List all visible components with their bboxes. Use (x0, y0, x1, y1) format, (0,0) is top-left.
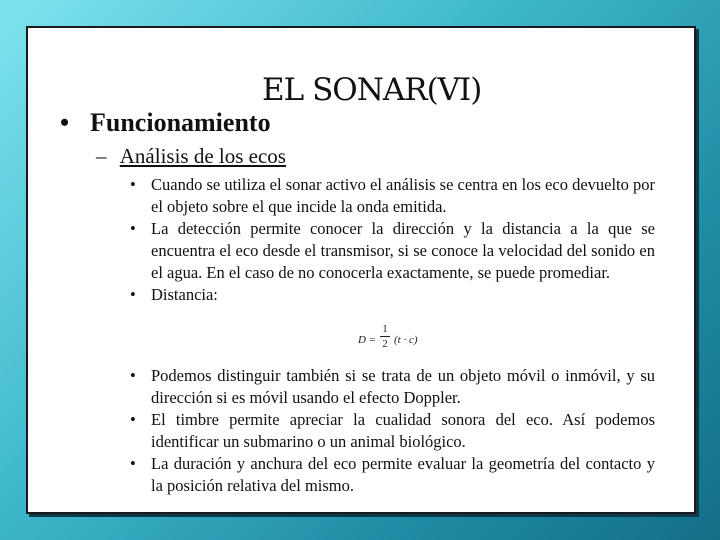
bullet-icon: • (130, 454, 136, 473)
heading-text: Funcionamiento (90, 108, 271, 137)
dash-icon: – (96, 144, 107, 168)
list-item (130, 453, 655, 497)
bullet-icon: • (130, 410, 136, 429)
bullet-icon: • (130, 219, 136, 238)
formula-denominator: 2 (382, 338, 388, 350)
bullet-text: El timbre permite apreciar la cualidad sonora del eco. Así podemos identificar un submarino o un animal biológico. (151, 410, 655, 451)
bullet-text: La duración y anchura del eco permite evaluar la geometría del contacto y la posición relativa del mismo. (151, 454, 655, 495)
bullet-icon: • (130, 175, 136, 194)
bullet-icon: • (60, 108, 70, 137)
bullet-text: La detección permite conocer la dirección y la distancia a la que se encuentra el eco desde el transmisor, si se conoce la velocidad del sonido en el agua. En el caso de no conocerla exactamente, se puede promediar. (151, 219, 655, 282)
list-item (130, 365, 655, 409)
formula-numerator: 1 (382, 323, 388, 335)
list-item (130, 218, 655, 284)
bullet-icon: • (130, 366, 136, 385)
bullet-list-bottom (130, 365, 655, 497)
formula-fraction (380, 323, 390, 350)
subheading-text: Análisis de los ecos (119, 144, 286, 168)
bullet-text: Podemos distinguir también si se trata de un objeto móvil o inmóvil, y su dirección si es móvil usando el efecto Doppler. (151, 366, 655, 407)
fraction-bar (380, 336, 390, 337)
bullet-text: Cuando se utiliza el sonar activo el análisis se centra en los eco devuelto por el objeto sobre el que incide la onda emitida. (151, 175, 655, 216)
bullet-list-top (130, 174, 655, 306)
list-item (130, 409, 655, 453)
slide-title: EL SONAR(VI) (262, 72, 482, 108)
list-item (130, 284, 655, 306)
subheading-analisis (96, 144, 286, 169)
formula-rhs: (t · c) (394, 334, 418, 346)
formula-lhs: D = (358, 334, 377, 346)
list-item (130, 174, 655, 218)
bullet-icon: • (130, 285, 136, 304)
bullet-text: Distancia: (151, 285, 218, 304)
